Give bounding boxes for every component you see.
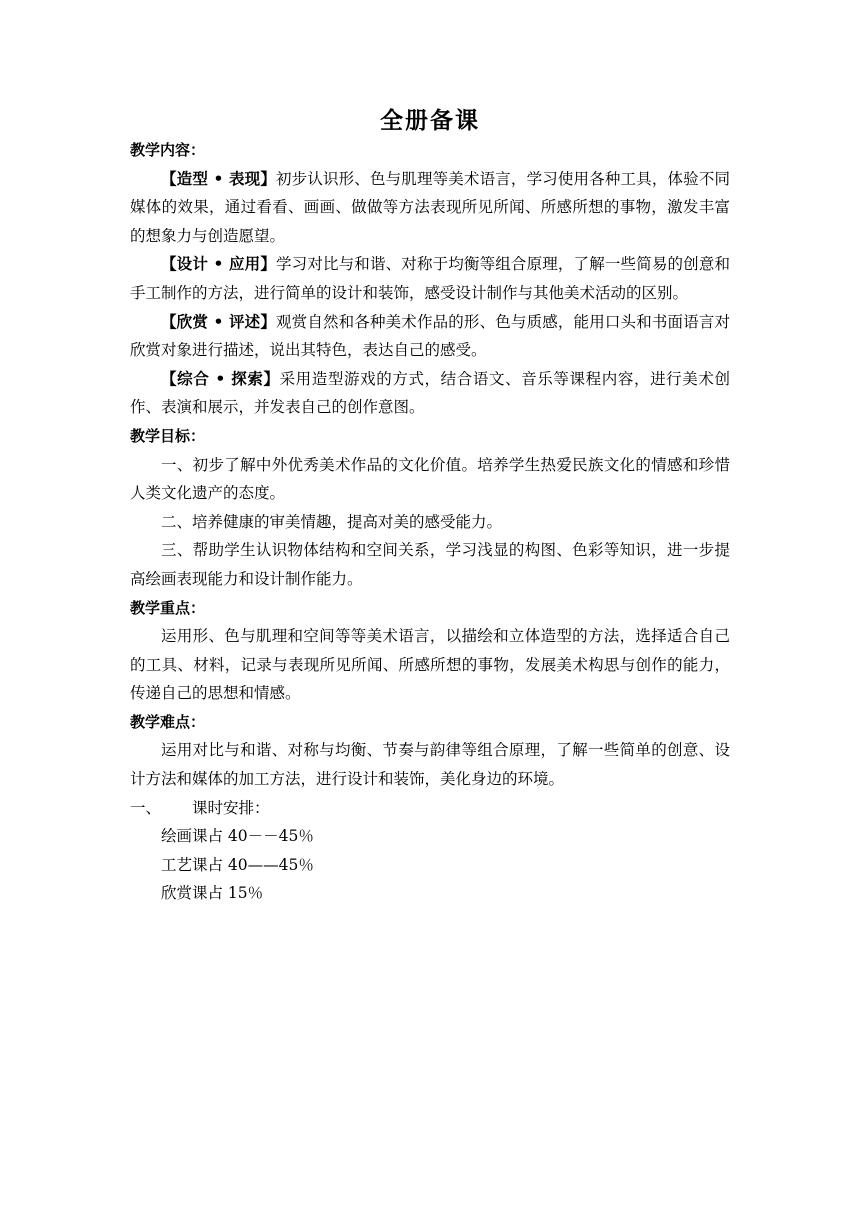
content-tag-1: 【造型 • 表现】 (161, 169, 276, 188)
key-points-paragraph: 运用形、色与肌理和空间等等美术语言，以描绘和立体造型的方法，选择适合自己的工具、材料，记录与表现所见所闻、所感所想的事物，发展美术构思与创作的能力，传递自己的思想和情感。 (130, 627, 730, 703)
goal-paragraph-2: 二、培养健康的审美情趣，提高对美的感受能力。 (161, 512, 503, 531)
section-heading-key-points: 教学重点： (130, 598, 206, 617)
content-paragraph-2 (130, 250, 730, 307)
content-text-2: 学习对比与和谐、对称于均衡等组合原理，了解一些简易的创意和手工制作的方法，进行简单的设计和装饰，感受设计制作与其他美术活动的区别。 (130, 255, 730, 302)
goal-paragraph-1: 一、初步了解中外优秀美术作品的文化价值。培养学生热爱民族文化的情感和珍惜人类文化遗产的态度。 (130, 455, 730, 503)
schedule-item-crafts: 工艺课占 40——45％ (161, 855, 314, 874)
content-paragraph-4 (130, 365, 730, 422)
schedule-item-appreciation: 欣赏课占 15％ (161, 884, 264, 903)
difficulties-paragraph: 运用对比与和谐、对称与均衡、节奏与韵律等组合原理，了解一些简单的创意、设计方法和媒体的加工方法，进行设计和装饰，美化身边的环境。 (130, 741, 730, 789)
content-paragraph-1 (130, 165, 730, 251)
schedule-number: 一、 (130, 798, 162, 817)
content-text-3: 观赏自然和各种美术作品的形、色与质感，能用口头和书面语言对欣赏对象进行描述，说出其特色，表达自己的感受。 (130, 312, 730, 360)
section-heading-content: 教学内容： (130, 141, 206, 159)
goal-paragraph-3: 三、帮助学生认识物体结构和空间关系，学习浅显的构图、色彩等知识，进一步提高绘画表现能力和设计制作能力。 (130, 541, 730, 588)
content-paragraph-3 (130, 308, 730, 365)
section-heading-difficulties: 教学难点： (130, 712, 206, 731)
section-heading-goals: 教学目标： (130, 426, 206, 445)
content-text-1: 初步认识形、色与肌理等美术语言，学习使用各种工具，体验不同媒体的效果，通过看看、画画、做做等方法表现所见所闻、所感所想的事物，激发丰富的想象力与创造愿望。 (130, 169, 730, 245)
schedule-heading: 课时安排： (192, 798, 270, 817)
schedule-item-painting: 绘画课占 40－－45％ (161, 827, 314, 846)
document-title: 全册备课 (380, 108, 480, 134)
document-body (130, 136, 730, 908)
content-tag-2: 【设计 • 应用】 (161, 255, 276, 274)
content-tag-3: 【欣赏 • 评述】 (161, 312, 276, 331)
content-text-4: 采用造型游戏的方式，结合语文、音乐等课程内容，进行美术创作、表演和展示，并发表自己的创作意图。 (130, 369, 730, 417)
schedule-heading-line (130, 794, 730, 823)
content-tag-4: 【综合 • 探索】 (161, 369, 280, 388)
